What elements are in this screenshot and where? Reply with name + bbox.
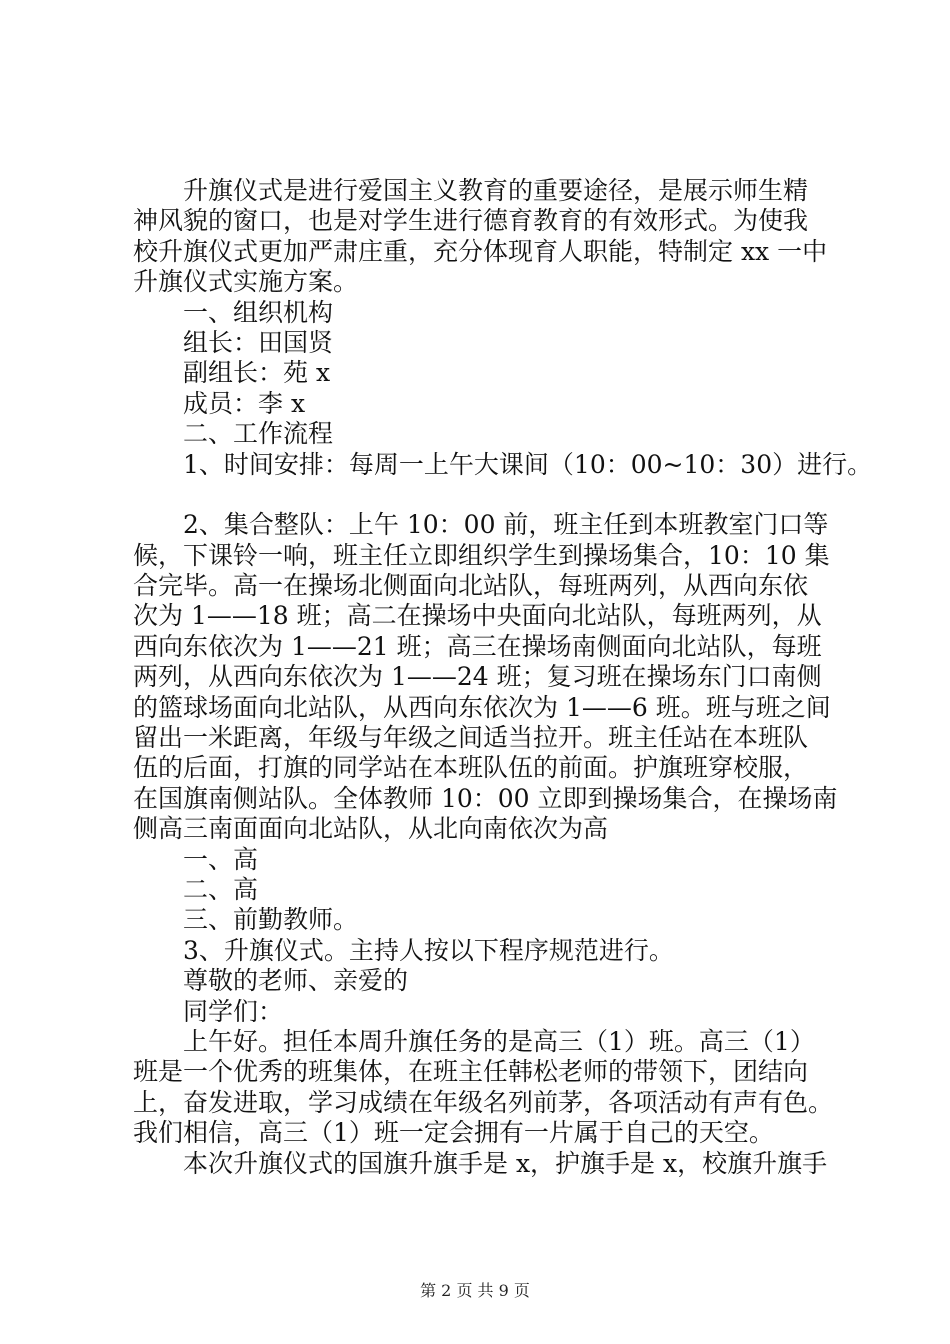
grade-one-line: 一、高 [183, 844, 259, 874]
speech-paragraph-line-4: 我们相信，高三（1）班一定会拥有一片属于自己的天空。 [133, 1118, 774, 1148]
section-heading-workflow: 二、工作流程 [183, 419, 334, 449]
assembly-paragraph-line-1: 2、集合整队：上午 10：00 前，班主任到本班教室门口等 [183, 510, 829, 540]
flag-bearers-line: 本次升旗仪式的国旗升旗手是 x，护旗手是 x，校旗升旗手 [183, 1148, 828, 1178]
members-line: 成员：李 x [183, 388, 306, 418]
assembly-paragraph-line-7: 的篮球场面向北站队，从西向东依次为 1——6 班。班与班之间 [133, 692, 831, 722]
ceremony-procedure-line: 3、升旗仪式。主持人按以下程序规范进行。 [183, 935, 674, 965]
page-number-footer: 第 2 页 共 9 页 [420, 1281, 530, 1300]
assembly-paragraph-line-4: 次为 1——18 班；高二在操场中央面向北站队，每班两列，从 [133, 601, 822, 631]
deputy-leader-line: 副组长：苑 x [183, 358, 331, 388]
greeting-line-2: 同学们： [183, 996, 284, 1026]
assembly-paragraph-line-8: 留出一米距离，年级与年级之间适当拉开。班主任站在本班队 [133, 723, 809, 753]
assembly-paragraph-line-11: 侧高三南面面向北站队，从北向南依次为高 [133, 814, 609, 844]
greeting-line-1: 尊敬的老师、亲爱的 [183, 966, 409, 996]
group-leader-line: 组长：田国贤 [183, 327, 334, 357]
paragraph-intro-line-3: 校升旗仪式更加严肃庄重，充分体现育人职能，特制定 xx 一中 [133, 236, 828, 266]
paragraph-intro-line-1: 升旗仪式是进行爱国主义教育的重要途径，是展示师生精 [183, 176, 809, 205]
paragraph-intro-line-4: 升旗仪式实施方案。 [133, 267, 359, 297]
grade-three-line: 三、前勤教师。 [183, 905, 359, 935]
time-arrangement-line: 1、时间安排：每周一上午大课间（10：00~10：30）进行。 [183, 449, 873, 479]
speech-paragraph-line-1: 上午好。担任本周升旗任务的是高三（1）班。高三（1） [183, 1026, 815, 1056]
paragraph-intro-line-2: 神风貌的窗口，也是对学生进行德育教育的有效形式。为使我 [133, 206, 809, 236]
speech-paragraph-line-2: 班是一个优秀的班集体，在班主任韩松老师的带领下，团结向 [133, 1057, 809, 1087]
section-heading-organization: 一、组织机构 [183, 297, 334, 327]
assembly-paragraph-line-2: 候，下课铃一响，班主任立即组织学生到操场集合，10：10 集 [133, 540, 830, 570]
grade-two-line: 二、高 [183, 874, 259, 904]
assembly-paragraph-line-10: 在国旗南侧站队。全体教师 10：00 立即到操场集合，在操场南 [133, 783, 838, 813]
assembly-paragraph-line-9: 伍的后面，打旗的同学站在本班队伍的前面。护旗班穿校服， [133, 753, 809, 783]
assembly-paragraph-line-5: 西向东依次为 1——21 班；高三在操场南侧面向北站队，每班 [133, 631, 822, 661]
document-body [133, 176, 873, 1179]
assembly-paragraph-line-6: 两列，从西向东依次为 1——24 班；复习班在操场东门口南侧 [133, 662, 822, 692]
speech-paragraph-line-3: 上，奋发进取，学习成绩在年级名列前茅，各项活动有声有色。 [133, 1087, 834, 1117]
assembly-paragraph-line-3: 合完毕。高一在操场北侧面向北站队，每班两列，从西向东依 [133, 571, 809, 601]
